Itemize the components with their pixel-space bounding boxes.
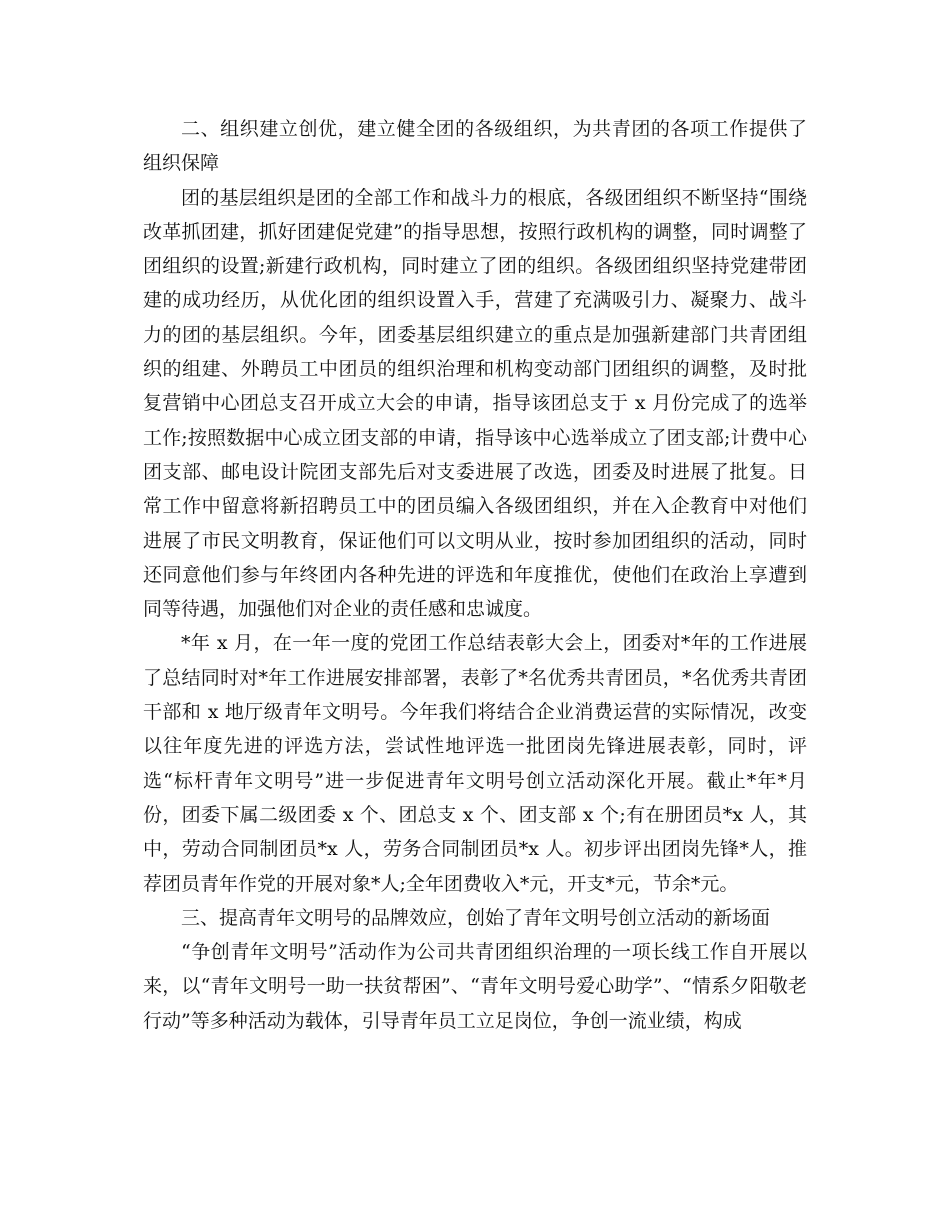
section-heading-organization: 二、组织建立创优，建立健全团的各级组织，为共青团的各项工作提供了组织保障 [143, 118, 807, 175]
document-body [143, 112, 807, 1038]
paragraph-youth-civilization-activity: “争创青年文明号”活动作为公司共青团组织治理的一项长线工作自开展以来，以“青年文明号一助一扶贫帮困”、“青年文明号爱心助学”、“情系夕阳敬老行动”等多种活动为载体，引导青年员工立足岗位，争创一流业绩，构成 [143, 941, 807, 1032]
paragraph-grassroots-organization: 团的基层组织是团的全部工作和战斗力的根底，各级团组织不断坚持“围绕改革抓团建，抓好团建促党建”的指导思想，按照行政机构的调整，同时调整了团组织的设置;新建行政机构，同时建立了团的组织。各级团组织坚持党建带团建的成功经历，从优化团的组织设置入手，营建了充满吸引力、凝聚力、战斗力的团的基层组织。今年，团委基层组织建立的重点是加强新建部门共青团组织的组建、外聘员工中团员的组织治理和机构变动部门团组织的调整，及时批复营销中心团总支召开成立大会的申请，指导该团总支于 x 月份完成了的选举工作;按照数据中心成立团支部的申请，指导该中心选举成立了团支部;计费中心团支部、邮电设计院团支部先后对支委进展了改选，团委及时进展了批复。日常工作中留意将新招聘员工中的团员编入各级团组织，并在入企教育中对他们进展了市民文明教育，保证他们可以文明从业，按时参加团组织的活动，同时还同意他们参与年终团内各种先进的评选和年度推优，使他们在政治上享遭到同等待遇，加强他们对企业的责任感和忠诚度。 [143, 186, 807, 621]
section-heading-youth-civilization: 三、提高青年文明号的品牌效应，创始了青年文明号创立活动的新场面 [181, 906, 771, 929]
paragraph-annual-commendation: *年 x 月，在一年一度的党团工作总结表彰大会上，团委对*年的工作进展了总结同时对*年工作进展安排部署，表彰了*名优秀共青团员，*名优秀共青团干部和 x 地厅级青年文明号。今年我们将结合企业消费运营的实际情况，改变以往年度先进的评选方法，尝试性地评选一批团岗先锋进展表彰，同时，评选“标杆青年文明号”进一步促进青年文明号创立活动深化开展。截止*年*月份，团委下属二级团委 x 个、团总支 x 个、团支部 x 个;有在册团员*x 人，其中，劳动合同制团员*x 人，劳务合同制团员*x 人。初步评出团岗先锋*人，推荐团员青年作党的开展对象*人;全年团费收入*元，开支*元，节余*元。 [143, 632, 807, 895]
